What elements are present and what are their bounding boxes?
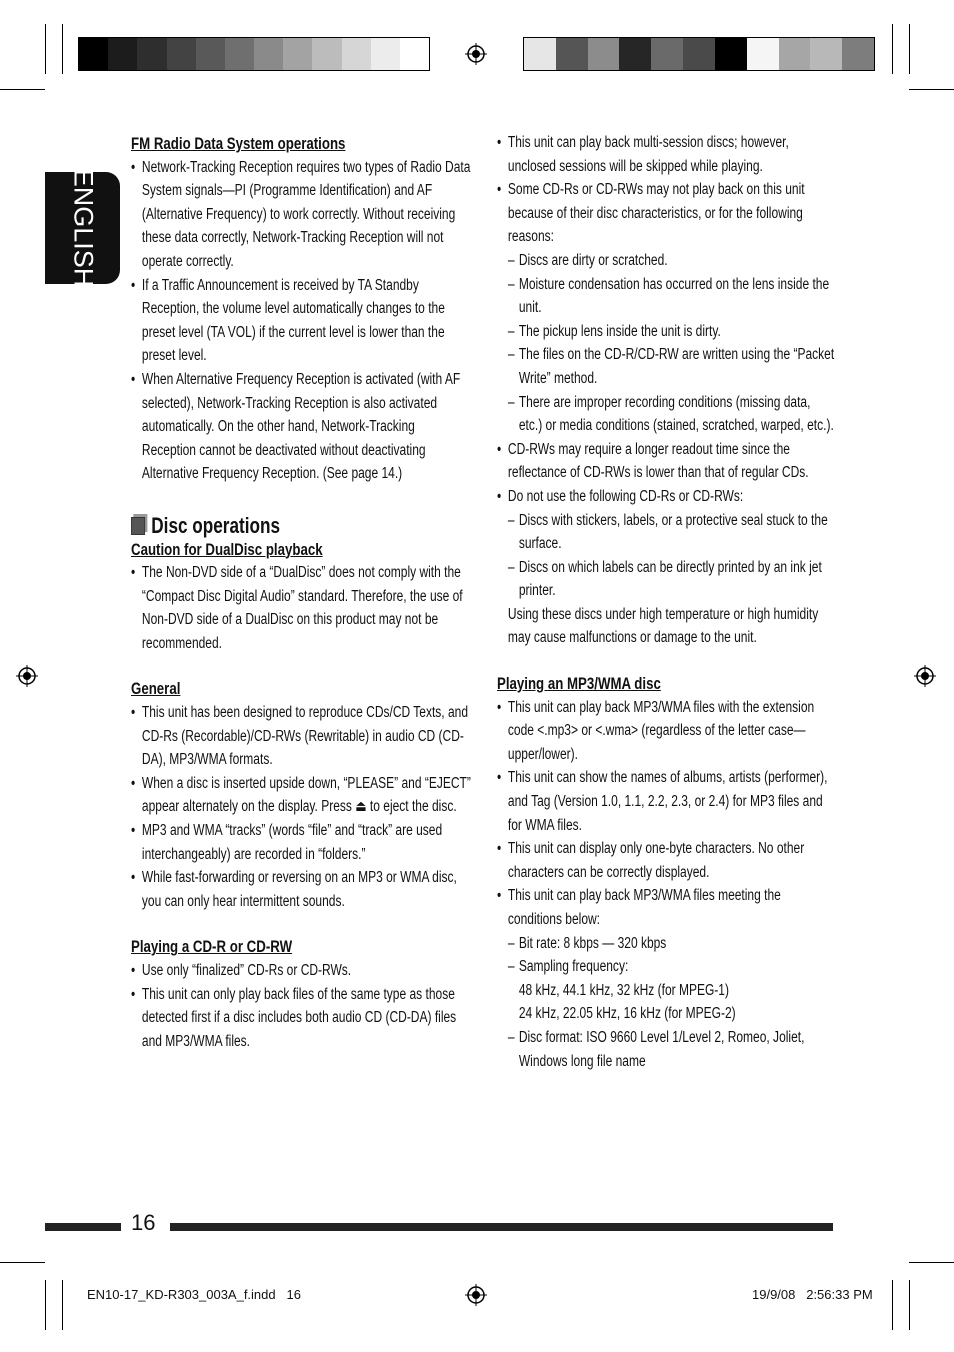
color-swatch	[400, 38, 429, 70]
list-item	[497, 485, 837, 650]
crop-mark	[892, 1280, 893, 1330]
dash-item: – The files on the CD-R/CD-RW are written using the “Packet Write” method.	[497, 343, 837, 390]
dash-item: – Discs are dirty or scratched.	[497, 249, 837, 273]
color-swatch	[254, 38, 283, 70]
color-calibration-bar-right	[523, 37, 875, 71]
registration-mark-icon	[465, 1284, 487, 1306]
section-square-icon	[131, 517, 145, 535]
footer-timestamp	[752, 1287, 873, 1302]
list-item: • This unit has been designed to reproduce CDs/CD Texts, and CD-Rs (Recordable)/CD-RWs (Rewritable) in audio CD (CD-DA), MP3/WMA formats.	[131, 701, 471, 772]
list-item	[497, 178, 837, 438]
color-swatch	[683, 38, 715, 70]
crop-mark	[909, 1280, 910, 1330]
list-item: • When Alternative Frequency Reception is activated (with AF selected), Network-Tracking Reception is also activated automatically. On the other hand, Network-Tracking Reception cannot be deactivated without deactivating Alternative Frequency Reception. (See page 14.)	[131, 368, 471, 486]
crop-mark	[0, 1262, 45, 1263]
color-swatch	[342, 38, 371, 70]
registration-mark-icon	[914, 665, 936, 687]
list-item: • When a disc is inserted upside down, “PLEASE” and “EJECT” appear alternately on the display. Press ⏏ to eject the disc.	[131, 772, 471, 819]
color-swatch	[108, 38, 137, 70]
dualdisc-bullet-list	[131, 561, 471, 655]
list-item: • If a Traffic Announcement is received by TA Standby Reception, the volume level automatically changes to the preset level (TA VOL) if the current level is lower than the preset level.	[131, 274, 471, 368]
mp3-bullet-list	[497, 696, 837, 1074]
list-item: • While fast-forwarding or reversing on an MP3 or WMA disc, you can only hear intermittent sounds.	[131, 866, 471, 913]
dash-item: – Discs on which labels can be directly printed by an ink jet printer.	[497, 556, 837, 603]
list-item-text: Some CD-Rs or CD-RWs may not play back on this unit because of their disc characteristics, or for the following reasons:	[507, 181, 805, 246]
list-item: • Network-Tracking Reception requires two types of Radio Data System signals—PI (Programme Identification) and AF (Alternative Frequency) to work correctly. Without receiving these data correctly, Network-Tracking Reception will not operate correctly.	[131, 156, 471, 274]
dash-list	[497, 932, 837, 1074]
color-swatch	[225, 38, 254, 70]
section-heading-fm: FM Radio Data System operations	[131, 134, 346, 153]
list-item: • This unit can play back MP3/WMA files with the extension code <.mp3> or <.wma> (regardless of the letter case—upper/lower).	[497, 696, 837, 767]
language-tab-label: ENGLISH	[68, 168, 98, 288]
dash-list	[497, 249, 837, 438]
frequency-line: 24 kHz, 22.05 kHz, 16 kHz (for MPEG-2)	[518, 1005, 736, 1023]
note-text: Using these discs under high temperature or high humidity may cause malfunctions or damage to the unit.	[507, 605, 819, 647]
dash-item: – Moisture condensation has occurred on the lens inside the unit.	[497, 273, 837, 320]
dash-item: – The pickup lens inside the unit is dirty.	[497, 320, 837, 344]
color-swatch	[588, 38, 620, 70]
footer-filename	[87, 1287, 301, 1302]
page-bar-right	[170, 1223, 833, 1231]
dash-item: – Bit rate: 8 kbps — 320 kbps	[497, 932, 837, 956]
list-item-text: Do not use the following CD-Rs or CD-RWs:	[507, 487, 744, 505]
list-item	[497, 884, 837, 1073]
footer-file: EN10-17_KD-R303_003A_f.indd	[87, 1287, 276, 1302]
registration-mark-icon	[465, 43, 487, 65]
general-bullet-list	[131, 701, 471, 913]
crop-mark	[62, 24, 63, 74]
footer-time: 2:56:33 PM	[806, 1287, 873, 1302]
list-item: • Use only “finalized” CD-Rs or CD-RWs.	[131, 959, 471, 983]
crop-mark	[909, 89, 954, 90]
color-calibration-bar-left	[78, 37, 430, 71]
list-item: • MP3 and WMA “tracks” (words “file” and “track” are used interchangeably) are recorded in “folders.”	[131, 819, 471, 866]
dash-item: – Discs with stickers, labels, or a protective seal stuck to the surface.	[497, 509, 837, 556]
list-item-text: This unit can play back MP3/WMA files meeting the conditions below:	[507, 887, 781, 928]
page-number: 16	[131, 1210, 156, 1235]
list-item: • CD-RWs may require a longer readout time since the reflectance of CD-RWs is lower than that of regular CDs.	[497, 438, 837, 485]
list-item: • The Non-DVD side of a “DualDisc” does not comply with the “Compact Disc Digital Audio” standard. Therefore, the use of Non-DVD side of a DualDisc on this product may not be recommended.	[131, 561, 471, 655]
crop-mark	[0, 89, 45, 90]
color-swatch	[842, 38, 874, 70]
right-column	[497, 131, 837, 1073]
language-tab	[45, 168, 120, 288]
color-swatch	[196, 38, 225, 70]
disc-operations-title: Disc operations	[151, 512, 281, 538]
crop-mark	[45, 1280, 46, 1330]
list-item: • This unit can only play back files of the same type as those detected first if a disc includes both audio CD (CD-DA) files and MP3/WMA files.	[131, 983, 471, 1054]
dash-item: – Disc format: ISO 9660 Level 1/Level 2, Romeo, Joliet, Windows long file name	[497, 1026, 837, 1073]
color-swatch	[651, 38, 683, 70]
list-item: • This unit can show the names of albums, artists (performer), and Tag (Version 1.0, 1.1, 2.2, 2.3, or 2.4) for MP3 files and for WMA files.	[497, 766, 837, 837]
dash-list	[497, 509, 837, 603]
disc-bullet-list	[497, 131, 837, 650]
registration-mark-icon	[16, 665, 38, 687]
left-column	[131, 132, 471, 1053]
crop-mark	[45, 24, 46, 74]
section-heading-mp3: Playing an MP3/WMA disc	[497, 674, 661, 694]
color-swatch	[167, 38, 196, 70]
color-swatch	[810, 38, 842, 70]
list-item: • This unit can play back multi-session discs; however, unclosed sessions will be skipped while playing.	[497, 131, 837, 178]
crop-mark	[909, 24, 910, 74]
page-bar-left	[45, 1223, 121, 1231]
color-swatch	[371, 38, 400, 70]
footer-date: 19/9/08	[752, 1287, 796, 1302]
section-heading-general: General	[131, 679, 181, 699]
section-heading-dualdisc: Caution for DualDisc playback	[131, 539, 323, 559]
frequency-line: 48 kHz, 44.1 kHz, 32 kHz (for MPEG-1)	[518, 981, 729, 999]
color-swatch	[312, 38, 341, 70]
color-swatch	[779, 38, 811, 70]
crop-mark	[62, 1280, 63, 1330]
color-swatch	[524, 38, 556, 70]
fm-bullet-list	[131, 156, 471, 486]
color-swatch	[715, 38, 747, 70]
section-heading-cdr: Playing a CD-R or CD-RW	[131, 937, 293, 957]
disc-operations-heading	[131, 514, 471, 538]
cdr-bullet-list	[131, 959, 471, 1053]
color-swatch	[556, 38, 588, 70]
color-swatch	[137, 38, 166, 70]
crop-mark	[909, 1262, 954, 1263]
dash-item	[497, 955, 837, 1026]
color-swatch	[283, 38, 312, 70]
dash-item: – There are improper recording conditions (missing data, etc.) or media conditions (stained, scratched, warped, etc.).	[497, 391, 837, 438]
crop-mark	[892, 24, 893, 74]
list-item: • This unit can display only one-byte characters. No other characters can be correctly displayed.	[497, 837, 837, 884]
footer-page: 16	[286, 1287, 301, 1302]
color-swatch	[747, 38, 779, 70]
color-swatch	[619, 38, 651, 70]
dash-item-text: Sampling frequency:	[518, 958, 629, 976]
color-swatch	[79, 38, 108, 70]
